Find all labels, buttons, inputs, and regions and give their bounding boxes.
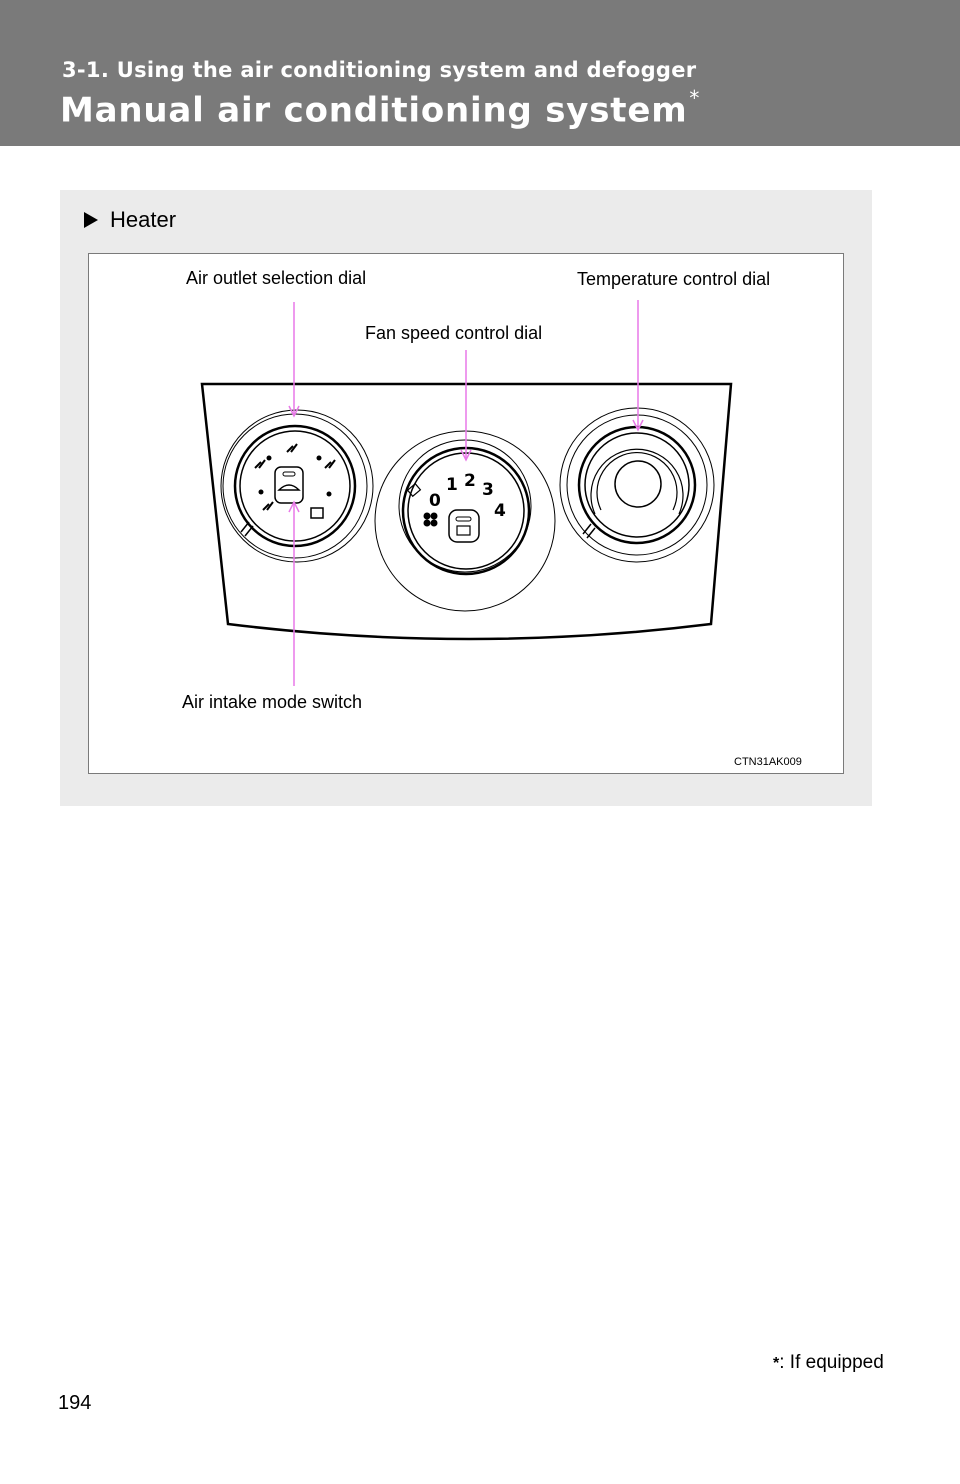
page-number: 194: [58, 1392, 92, 1414]
heater-heading: [80, 207, 176, 233]
triangle-bullet-icon: [84, 212, 98, 228]
fan-number-0: 0: [429, 491, 441, 511]
title-asterisk: *: [689, 86, 701, 110]
fan-speed-label: Fan speed control dial: [365, 323, 543, 343]
control-panel-figure: [88, 253, 844, 774]
heater-panel: [60, 190, 872, 806]
title-text: Manual air conditioning system: [60, 90, 688, 131]
temperature-label: Temperature control dial: [577, 269, 771, 289]
footnote-asterisk: *: [773, 1355, 780, 1372]
air-outlet-label: Air outlet selection dial: [186, 268, 367, 288]
section-heading: 3-1. Using the air conditioning system and defogger: [62, 58, 697, 82]
fan-number-3: 3: [482, 480, 494, 500]
page-header: [0, 0, 960, 146]
fan-number-2: 2: [464, 471, 476, 491]
air-intake-label: Air intake mode switch: [182, 692, 363, 712]
page-title: [60, 86, 701, 131]
fan-number-1: 1: [446, 475, 458, 495]
footnote-text: : If equipped: [779, 1352, 884, 1373]
footnote: [773, 1352, 884, 1374]
figure-code: CTN31AK009: [734, 756, 802, 768]
fan-number-4: 4: [494, 501, 506, 521]
heater-heading-text: Heater: [110, 207, 177, 232]
